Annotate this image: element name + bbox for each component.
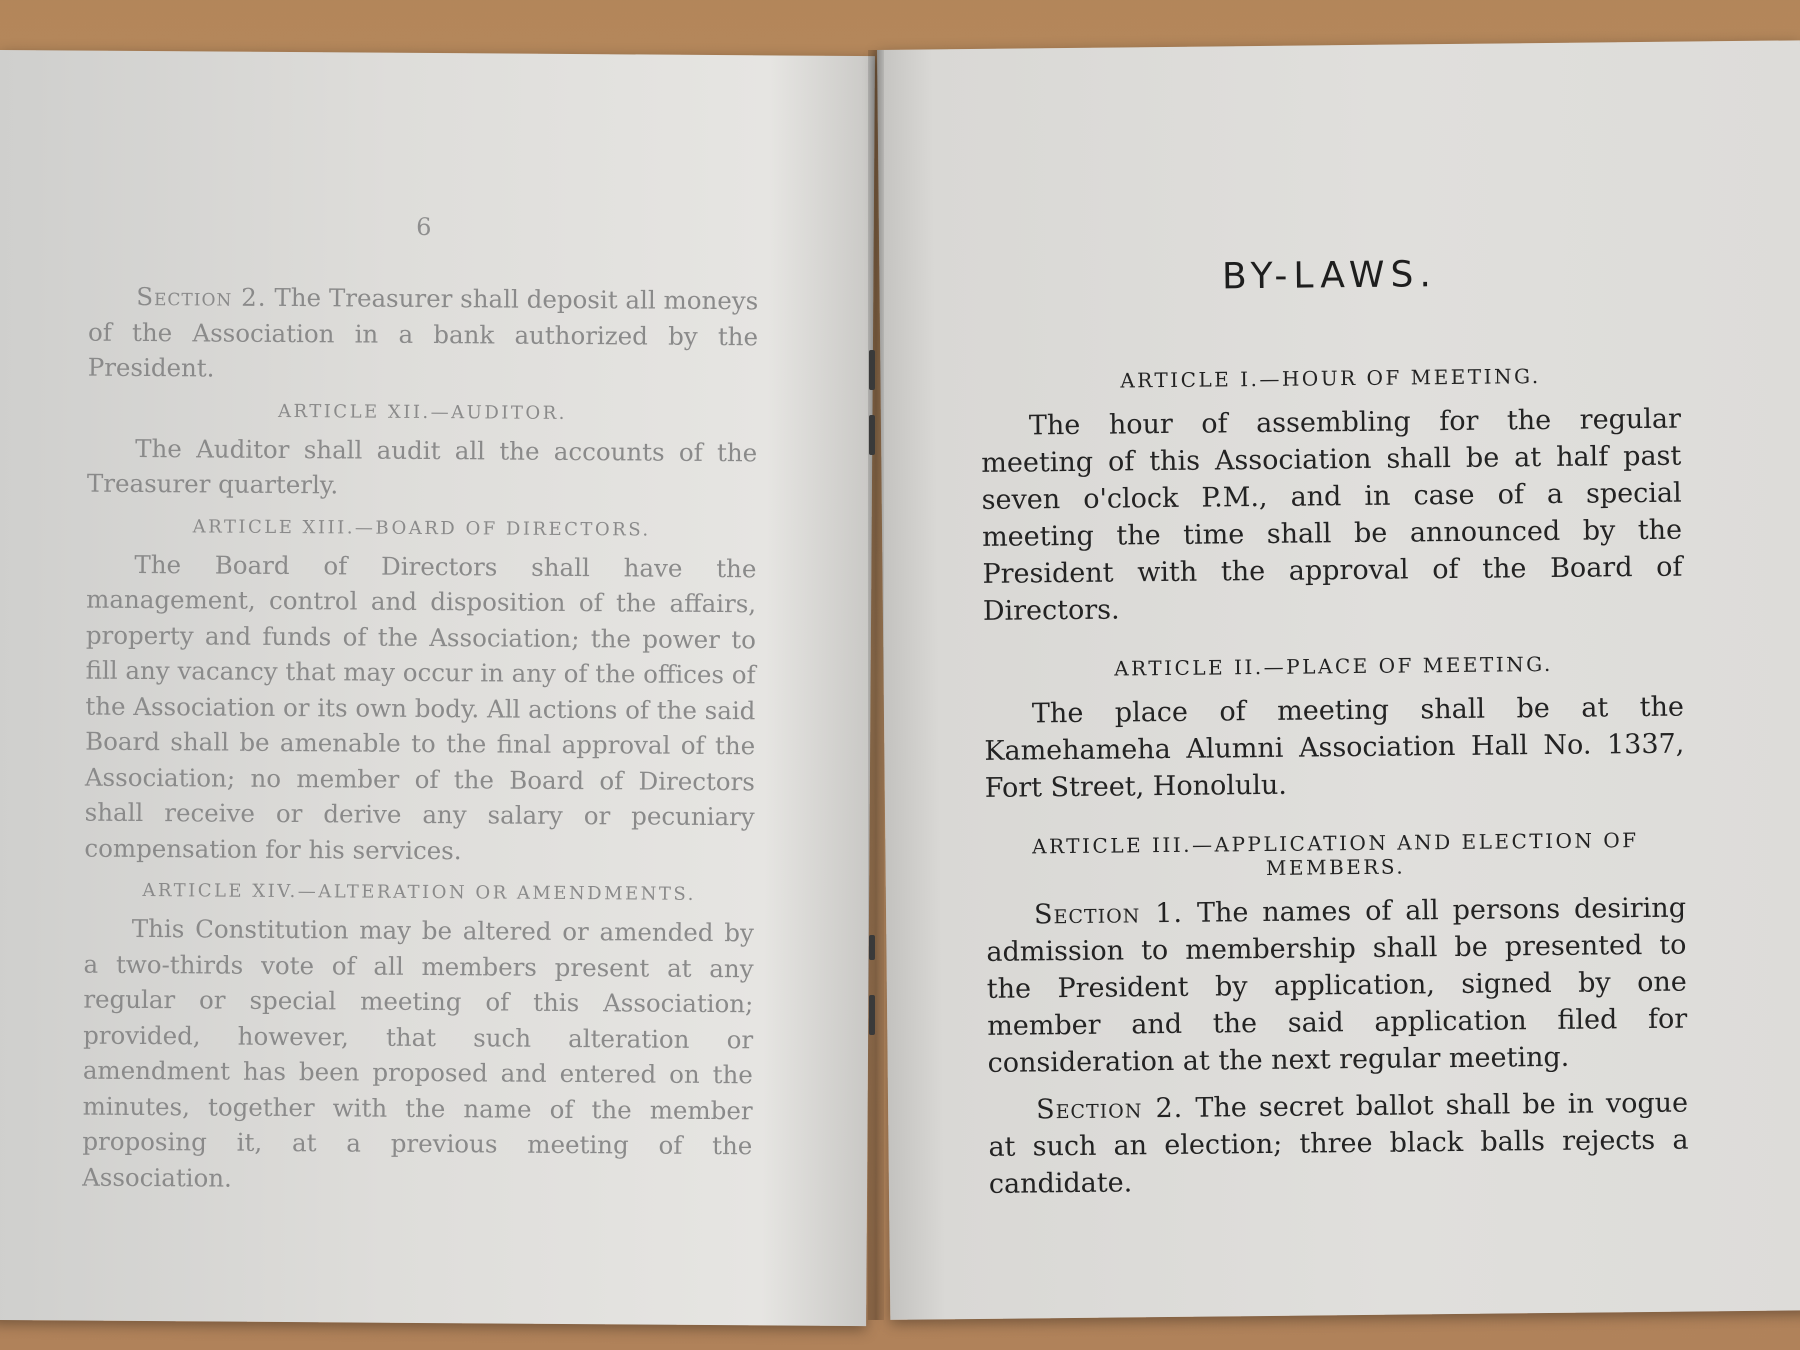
staple-upper-icon	[869, 415, 875, 455]
article-xiv-heading: ARTICLE XIV.—ALTERATION OR AMENDMENTS.	[142, 880, 696, 905]
article-iii-section-2	[988, 1085, 1689, 1203]
left-page	[0, 50, 875, 1326]
article-xiii-heading: ARTICLE XIII.—BOARD OF DIRECTORS.	[192, 515, 651, 541]
article-ii-text: The place of meeting shall be at the Kamehameha Alumni Association Hall No. 1337, Fort Street, Honolulu.	[984, 691, 1685, 804]
section-text: The names of all persons desiring admission to membership shall be presented to the President by application, signed by one member and the said application filed for consideration at the next regular meeting.	[986, 892, 1688, 1079]
section-text: The secret ballot shall be in vogue at such an election; three black balls rejects a candidate.	[988, 1087, 1689, 1200]
left-page-content	[82, 171, 759, 1210]
staple-top-icon	[869, 350, 875, 390]
article-xii-heading: ARTICLE XII.—AUDITOR.	[277, 400, 568, 424]
article-xiv-text: This Constitution may be altered or amended by a two-thirds vote of all members present at any regular or special meeting of this Association; provided, however, that such alteration or amendment has been proposed and entered on the minutes, together with the name of the member proposing it, at a previous meeting of the Association.	[82, 913, 754, 1193]
book-gutter	[868, 50, 884, 1320]
section-lead: Section 2.	[136, 281, 267, 312]
article-i-text: The hour of assembling for the regular meeting of this Association shall be at half past seven o'clock P.M., and in case of a special meeting the time shall be announced by the President with the approval of the Board of Directors.	[981, 403, 1683, 627]
article-xii-text: The Auditor shall audit all the accounts of the Treasurer quarterly.	[86, 433, 758, 500]
article-iii-section-1	[986, 890, 1688, 1082]
right-page-content	[979, 252, 1689, 1213]
section-lead: Section 2.	[1035, 1092, 1184, 1126]
treasurer-section-2	[88, 279, 759, 390]
staple-lower-icon	[869, 935, 875, 960]
section-lead: Section 1.	[1033, 897, 1184, 931]
page-number: 6	[416, 212, 432, 242]
article-ii-heading: ARTICLE II.—PLACE OF MEETING.	[1114, 651, 1553, 681]
article-iii-heading: ARTICLE III.—APPLICATION AND ELECTION OF MEMBERS.	[1031, 828, 1639, 880]
article-i-heading: ARTICLE I.—HOUR OF MEETING.	[1120, 364, 1541, 393]
right-page	[877, 40, 1800, 1320]
article-xiii-text: The Board of Directors shall have the management, control and disposition of the affairs, property and funds of the Association; the power to fill any vacancy that may occur in any of the offices of the Association or its own body. All actions of the said Board shall be amenable to the final approval of the Association; no member of the Board of Directors shall receive or derive any salary or pecuniary compensation for his services.	[84, 549, 757, 865]
staple-bottom-icon	[869, 995, 875, 1035]
section-text: The Treasurer shall deposit all moneys of the Association in a bank authorized by the President.	[87, 282, 759, 383]
bylaws-title: BY-LAWS.	[1221, 254, 1438, 298]
